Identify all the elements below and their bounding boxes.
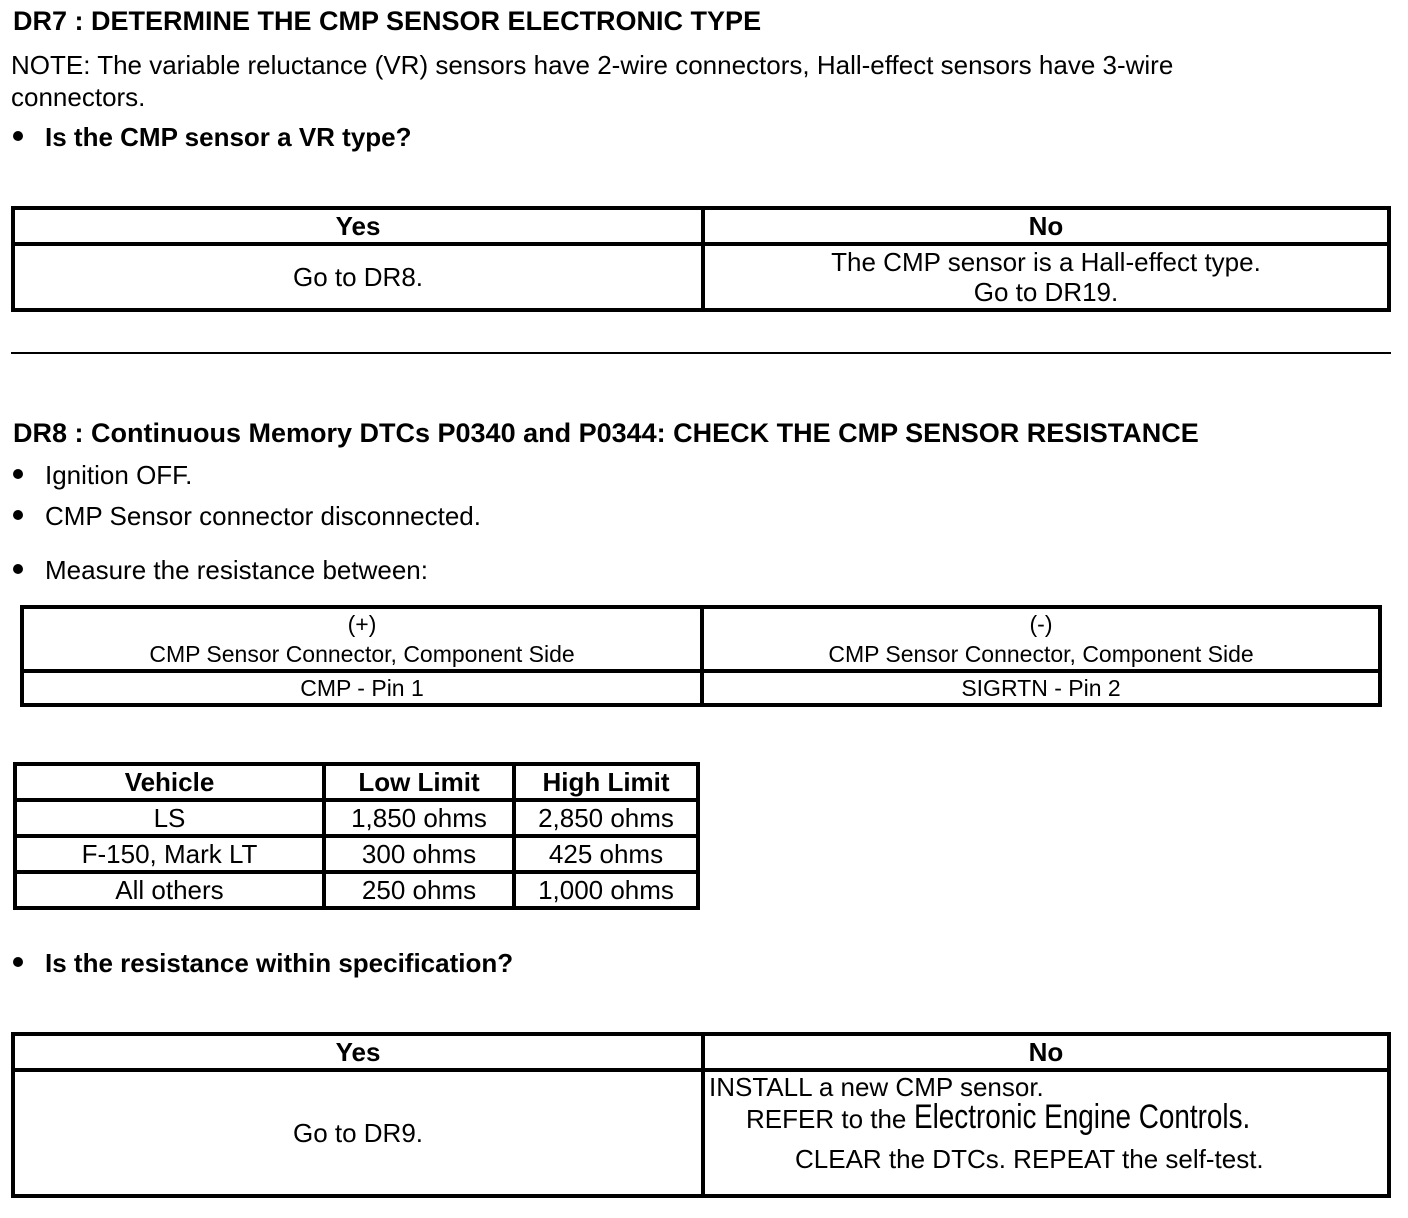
spec-header-high: High Limit [514, 764, 698, 800]
dr7-title: DR7 : DETERMINE THE CMP SENSOR ELECTRONIC TYPE [13, 6, 762, 36]
section-divider [11, 352, 1391, 354]
spec-cell: 1,000 ohms [514, 872, 698, 908]
no-header: No [703, 208, 1389, 244]
dr8-step-1-text: Ignition OFF. [45, 460, 193, 490]
spec-cell: 300 ohms [324, 836, 514, 872]
spec-cell: F-150, Mark LT [15, 836, 324, 872]
positive-label: CMP Sensor Connector, Component Side [149, 641, 575, 667]
negative-label: CMP Sensor Connector, Component Side [828, 641, 1254, 667]
dr8-step-3 [13, 555, 428, 586]
dr8-question-text: Is the resistance within specification? [45, 948, 514, 978]
no-action [703, 1070, 1389, 1196]
spec-header-vehicle: Vehicle [15, 764, 324, 800]
spec-cell: 2,850 ohms [514, 800, 698, 836]
yes-header: Yes [13, 208, 703, 244]
dr7-decision-table [11, 206, 1391, 312]
bullet-icon [13, 564, 23, 574]
bullet-icon [13, 957, 23, 967]
negative-pin: SIGRTN - Pin 2 [702, 671, 1380, 705]
bullet-icon [13, 510, 23, 520]
positive-probe-header [22, 607, 702, 671]
dr8-step-3-text: Measure the resistance between: [45, 555, 428, 585]
no-action [703, 244, 1389, 310]
measure-table [20, 605, 1382, 707]
positive-pin: CMP - Pin 1 [22, 671, 702, 705]
dr8-question [13, 948, 513, 979]
dr8-title: DR8 : Continuous Memory DTCs P0340 and P0344: CHECK THE CMP SENSOR RESISTANCE [13, 418, 1199, 448]
no-action-line-1: The CMP sensor is a Hall-effect type. [831, 247, 1261, 277]
dr7-question [13, 122, 412, 153]
yes-action: Go to DR9. [13, 1070, 703, 1196]
bullet-icon [13, 131, 23, 141]
resistance-spec-table [13, 762, 700, 910]
negative-probe-header [702, 607, 1380, 671]
table-row [15, 872, 698, 908]
dr8-step-1 [13, 460, 192, 491]
dr8-decision-table [11, 1032, 1391, 1198]
table-row [15, 800, 698, 836]
no-action-line-3: CLEAR the DTCs. REPEAT the self-test. [795, 1144, 1264, 1174]
dr8-step-2-text: CMP Sensor connector disconnected. [45, 501, 481, 531]
no-action-line-2 [705, 1098, 1387, 1136]
negative-sign: (-) [1029, 611, 1053, 637]
spec-header-low: Low Limit [324, 764, 514, 800]
dr8-step-2 [13, 501, 481, 532]
no-header: No [703, 1034, 1389, 1070]
yes-header: Yes [13, 1034, 703, 1070]
refer-prefix: REFER to the [746, 1104, 907, 1134]
spec-cell: 250 ohms [324, 872, 514, 908]
bullet-icon [13, 469, 23, 479]
dr7-question-text: Is the CMP sensor a VR type? [45, 122, 412, 152]
spec-cell: 425 ohms [514, 836, 698, 872]
no-action-line-2: Go to DR19. [973, 277, 1119, 307]
positive-sign: (+) [347, 611, 377, 637]
dr7-note: NOTE: The variable reluctance (VR) sensors have 2-wire connectors, Hall-effect sensors have 3-wire connectors. [11, 50, 1174, 112]
refer-document: Electronic Engine Controls. [913, 1098, 1250, 1136]
no-action-line-1: INSTALL a new CMP sensor. [709, 1072, 1044, 1102]
spec-cell: 1,850 ohms [324, 800, 514, 836]
spec-cell: LS [15, 800, 324, 836]
spec-cell: All others [15, 872, 324, 908]
yes-action: Go to DR8. [13, 244, 703, 310]
table-row [15, 836, 698, 872]
